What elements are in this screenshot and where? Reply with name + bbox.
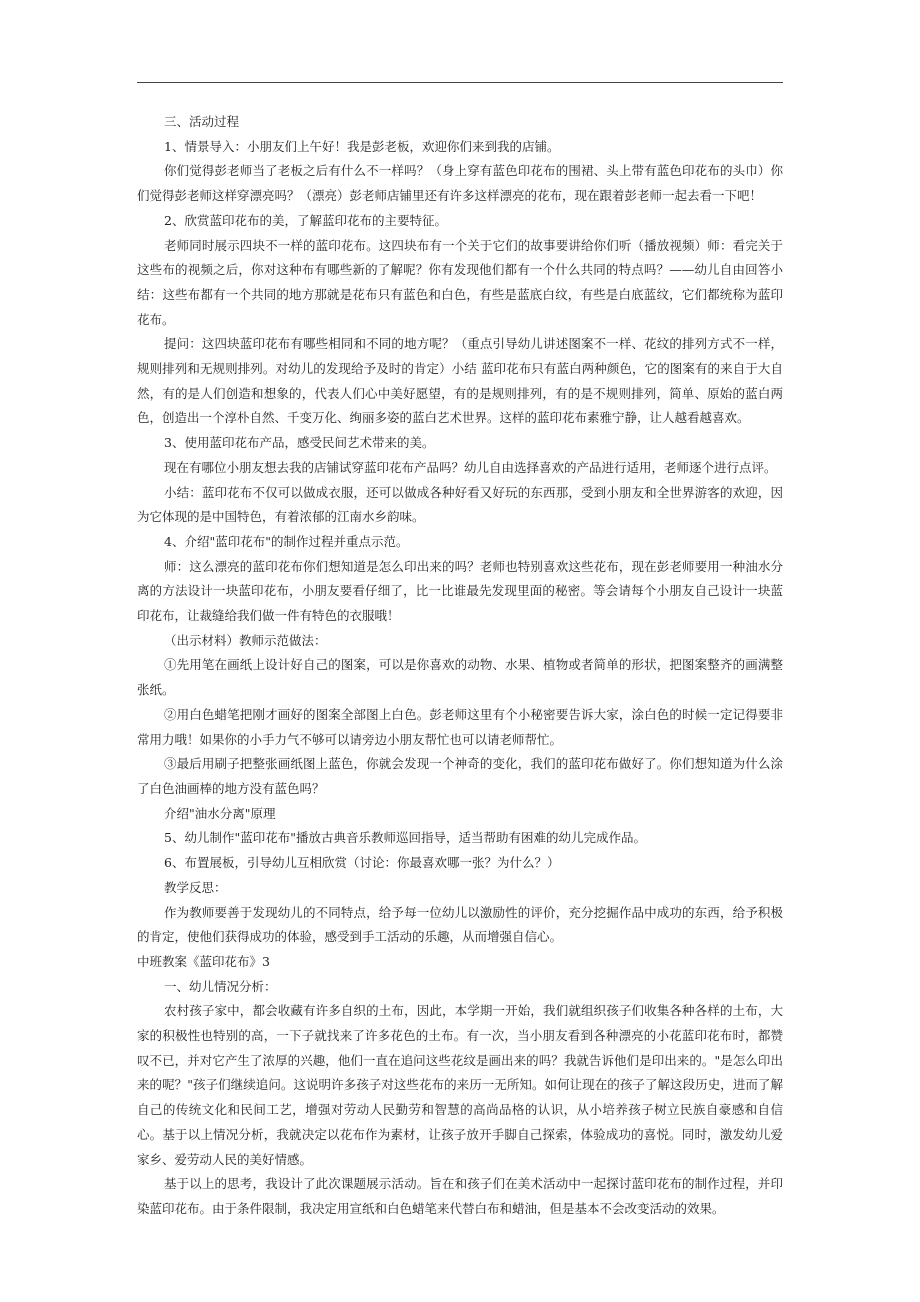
- body-paragraph: 基于以上的思考，我设计了此次课题展示活动。旨在和孩子们在美术活动中一起探讨蓝印花布的制作过程，并印染蓝印花布。由于条件限制，我决定用宣纸和白色蜡笔来代替白布和蜡油，但是基本不会改变活动的效果。: [137, 1176, 783, 1216]
- body-paragraph: 提问：这四块蓝印花布有哪些相同和不同的地方呢？（重点引导幼儿讲述图案不一样、花纹的排列方式不一样，规则排列和无规则排列。对幼儿的发现给予及时的肯定）小结 蓝印花布只有蓝白两种颜色，它的图案有的来自于大自然，有的是人们创造和想象的，代表人们心中美好愿望，有的是规则排列，有的是不规则排列，简单、原始的蓝白两色，创造出一个淳朴自然、千变万化、绚丽多姿的蓝白艺术世界。这样的蓝印花布素雅宁静，让人越看越喜欢。: [137, 336, 783, 426]
- step-heading: 6、布置展板，引导幼儿互相欣赏（讨论：你最喜欢哪一张？为什么？）: [164, 855, 560, 871]
- body-paragraph: 师：这么漂亮的蓝印花布你们想知道是怎么印出来的吗？老师也特别喜欢这些花布，现在彭老师要用一种油水分离的方法设计一块蓝印花布，小朋友要看仔细了，比一比谁最先发现里面的秘密。等会请每个小朋友自己设计一块蓝印花布，让裁缝给我们做一件有特色的衣服哦！: [137, 558, 783, 624]
- header-rule: [137, 82, 783, 83]
- step-heading: 4、介绍"蓝印花布"的制作过程并重点示范。: [164, 533, 409, 549]
- step-heading: 2、欣赏蓝印花布的美，了解蓝印花布的主要特征。: [164, 212, 447, 228]
- body-paragraph: 现在有哪位小朋友想去我的店铺试穿蓝印花布产品吗？幼儿自由选择喜欢的产品进行适用，老师逐个进行点评。: [164, 459, 777, 475]
- body-paragraph: 作为教师要善于发现幼儿的不同特点，给予每一位幼儿以激励性的评价，充分挖掘作品中成功的东西，给予积极的肯定，使他们获得成功的体验，感受到手工活动的乐趣，从而增强自信心。: [137, 904, 783, 945]
- step-heading: 1、情景导入：小朋友们上午好！我是彭老板，欢迎你们来到我的店铺。: [164, 138, 560, 154]
- section-heading: 教学反思：: [164, 879, 227, 895]
- body-paragraph: 小结：蓝印花布不仅可以做成衣服，还可以做成各种好看又好玩的东西那，受到小朋友和全世界游客的欢迎，因为它体现的是中国特色，有着浓郁的江南水乡韵味。: [137, 484, 783, 525]
- document-title: 中班教案《蓝印花布》3: [137, 953, 270, 969]
- list-item: ②用白色蜡笔把刚才画好的图案全部图上白色。彭老师这里有个小秘密要告诉大家，涂白色的时候一定记得要非常用力哦！如果你的小手力气不够可以请旁边小朋友帮忙也可以请老师帮忙。: [137, 706, 783, 747]
- section-heading: 三、活动过程: [164, 114, 240, 129]
- list-item: ①先用笔在画纸上设计好自己的图案，可以是你喜欢的动物、水果、植物或者简单的形状，把图案整齐的画满整张纸。: [137, 657, 783, 698]
- body-paragraph: 你们觉得彭老师当了老板之后有什么不一样吗？（身上穿有蓝色印花布的围裙、头上带有蓝色印花布的头巾）你们觉得彭老师这样穿漂亮吗？（漂亮）彭老师店铺里还有许多这样漂亮的花布，现在跟着彭老师一起去看一下吧！: [137, 163, 783, 204]
- body-paragraph: 老师同时展示四块不一样的蓝印花布。这四块布有一个关于它们的故事要讲给你们听（播放视频）师：看完关于这些布的视频之后，你对这种布有哪些新的了解呢？你有发现他们都有一个什么共同的特点吗？——幼儿自由回答小结：这些布都有一个共同的地方那就是花布只有蓝色和白色，有些是蓝底白纹，有些是白底蓝纹，它们都统称为蓝印花布。: [137, 237, 783, 327]
- body-paragraph: 农村孩子家中，都会收藏有许多自织的土布，因此，本学期一开始，我们就组织孩子们收集各种各样的土布，大家的积极性也特别的高，一下子就找来了许多花色的土布。有一次，当小朋友看到各种漂亮的小花蓝印花布时，都赞叹不已，并对它产生了浓厚的兴趣，他们一直在追问这些花纹是画出来的吗？我就告诉他们是印出来的。"是怎么印出来的呢？"孩子们继续追问。这说明许多孩子对这些花布的来历一无所知。如何让现在的孩子了解这段历史，进而了解自己的传统文化和民间工艺，增强对劳动人民勤劳和智慧的高尚品格的认识，从小培养孩子树立民族自豪感和自信心。基于以上情况分析，我就决定以花布作为素材，让孩子放开手脚自己探索，体验成功的喜悦。同时，激发幼儿爱家乡、爱劳动人民的美好情感。: [137, 1003, 783, 1167]
- section-heading: 一、幼儿情况分析：: [164, 978, 277, 994]
- list-item: ③最后用刷子把整张画纸图上蓝色，你就会发现一个神奇的变化，我们的蓝印花布做好了。你们想知道为什么涂了白色油画棒的地方没有蓝色吗？: [137, 756, 783, 796]
- step-heading: 5、幼儿制作"蓝印花布"播放古典音乐教师巡回指导，适当帮助有困难的幼儿完成作品。: [164, 830, 646, 846]
- body-paragraph: 介绍"油水分离"原理: [164, 805, 276, 821]
- step-heading: 3、使用蓝印花布产品，感受民间艺术带来的美。: [164, 435, 435, 451]
- body-paragraph: （出示材料）教师示范做法：: [164, 632, 327, 648]
- document-body: [137, 110, 783, 1222]
